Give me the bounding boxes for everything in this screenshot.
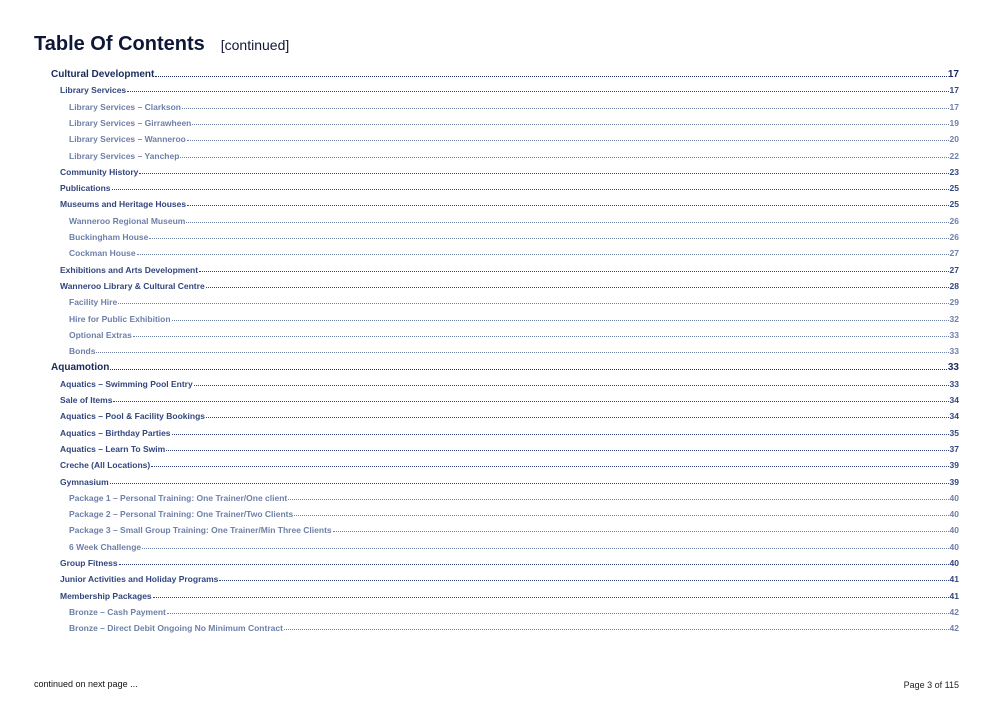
toc-entry[interactable] — [51, 69, 959, 80]
dot-leader — [186, 221, 948, 223]
toc-entry[interactable] — [60, 477, 959, 487]
dot-leader — [167, 612, 949, 614]
dot-leader — [133, 335, 949, 337]
toc-entry-page-number: 25 — [949, 183, 959, 194]
toc-entry[interactable] — [60, 428, 959, 438]
dot-leader — [199, 270, 948, 272]
dot-leader — [284, 628, 949, 630]
toc-entry-page-number: 32 — [949, 313, 959, 324]
toc-entry-page-number: 40 — [949, 558, 959, 568]
dot-leader — [110, 482, 949, 484]
toc-entry-page-number: 17 — [947, 69, 959, 80]
title-row — [34, 33, 289, 59]
toc-entry-label: Publications — [60, 183, 111, 194]
dot-leader — [149, 237, 948, 239]
toc-entry-label: Cultural Development — [51, 69, 155, 80]
toc-entry[interactable] — [60, 167, 959, 177]
toc-entry-page-number: 37 — [949, 443, 959, 454]
toc-entry[interactable] — [69, 607, 959, 617]
toc-entry[interactable] — [60, 199, 959, 209]
toc-entry[interactable] — [60, 85, 959, 95]
dot-leader — [172, 433, 949, 435]
toc-entry-label: Library Services – Wanneroo — [69, 134, 186, 145]
toc-entry-page-number: 39 — [949, 476, 959, 487]
toc-entry-label: Library Services – Girrawheen — [69, 117, 192, 128]
toc-entry[interactable] — [60, 395, 959, 405]
toc-entry-page-number: 26 — [949, 232, 959, 242]
toc-entry-label: Library Services — [60, 85, 127, 96]
toc-entry-label: Optional Extras — [69, 329, 132, 340]
toc-entry-label: Package 3 – Small Group Training: One Trainer/Min Three Clients — [69, 525, 332, 536]
toc-entry-label: Buckingham House — [69, 232, 149, 242]
toc-entry-page-number: 41 — [949, 574, 959, 585]
toc-entry-label: Facility Hire — [69, 297, 118, 308]
toc-entry-label: Package 2 – Personal Training: One Trainer/Two Clients — [69, 509, 294, 520]
toc-entry[interactable] — [69, 232, 959, 242]
toc-entry-label: Hire for Public Exhibition — [69, 313, 171, 324]
toc-entry-page-number: 23 — [949, 166, 959, 177]
toc-entry[interactable] — [60, 591, 959, 601]
toc-entry[interactable] — [69, 493, 959, 503]
toc-entry[interactable] — [60, 411, 959, 421]
toc-entry-page-number: 41 — [949, 590, 959, 601]
toc-entry-label: Library Services – Yanchep — [69, 150, 180, 161]
toc-entry[interactable] — [69, 134, 959, 144]
toc-entry[interactable] — [60, 444, 959, 454]
toc-entry[interactable] — [60, 281, 959, 291]
dot-leader — [142, 547, 948, 549]
toc-entry-page-number: 40 — [949, 492, 959, 503]
toc-entry-page-number: 28 — [949, 280, 959, 291]
toc-entry-page-number: 26 — [949, 215, 959, 226]
dot-leader — [166, 449, 948, 451]
toc-entry-page-number: 40 — [949, 509, 959, 520]
toc-entry-page-number: 20 — [949, 134, 959, 145]
toc-entry[interactable] — [51, 362, 959, 373]
toc-entry[interactable] — [69, 314, 959, 324]
toc-entry[interactable] — [60, 574, 959, 584]
toc-entry-label: Museums and Heritage Houses — [60, 199, 187, 210]
toc-entry-label: Gymnasium — [60, 476, 109, 487]
toc-entry-page-number: 33 — [947, 362, 959, 374]
toc-entry[interactable] — [60, 460, 959, 470]
toc-entry-label: Library Services – Clarkson — [69, 101, 181, 112]
toc-entry[interactable] — [60, 379, 959, 389]
dot-leader — [153, 596, 949, 598]
toc-entry-page-number: 27 — [949, 248, 959, 259]
toc-entry[interactable] — [69, 118, 959, 128]
dot-leader — [151, 465, 948, 467]
toc-entry-page-number: 27 — [949, 264, 959, 275]
toc-entry-label: Aquatics – Learn To Swim — [60, 443, 166, 454]
toc-entry-page-number: 22 — [949, 150, 959, 161]
dot-leader — [139, 172, 948, 174]
toc-entry-page-number: 40 — [949, 525, 959, 536]
toc-entry-page-number: 33 — [949, 378, 959, 389]
toc-entry[interactable] — [69, 216, 959, 226]
toc-entry[interactable] — [69, 346, 959, 356]
dot-leader — [206, 286, 949, 288]
toc-entry[interactable] — [69, 509, 959, 519]
toc-entry-label: Junior Activities and Holiday Programs — [60, 574, 219, 585]
page-indicator: Page 3 of 115 — [903, 680, 959, 690]
toc-entry[interactable] — [69, 102, 959, 112]
toc-entry[interactable] — [69, 542, 959, 552]
toc-entry-label: Wanneroo Regional Museum — [69, 215, 186, 226]
dot-leader — [180, 156, 948, 158]
dot-leader — [155, 75, 947, 77]
toc-entry-page-number: 35 — [949, 427, 959, 438]
toc-entry-label: Package 1 – Personal Training: One Trainer/One client — [69, 492, 288, 503]
toc-entry-page-number: 39 — [949, 460, 959, 471]
toc-entry-page-number: 34 — [949, 411, 959, 422]
toc-entry-label: Aquatics – Pool & Facility Bookings — [60, 411, 205, 422]
toc-entry-label: Group Fitness — [60, 558, 118, 568]
toc-entry-page-number: 42 — [949, 623, 959, 634]
dot-leader — [172, 319, 949, 321]
toc-entry[interactable] — [69, 525, 959, 535]
dot-leader — [119, 563, 949, 565]
title-continued-label: [continued] — [220, 37, 290, 53]
toc-entry-page-number: 19 — [949, 117, 959, 128]
toc-entry-page-number: 17 — [949, 85, 959, 96]
dot-leader — [187, 204, 948, 206]
dot-leader — [288, 498, 948, 500]
toc-entry-label: Creche (All Locations) — [60, 460, 151, 471]
dot-leader — [194, 384, 949, 386]
toc-entry[interactable] — [69, 248, 959, 258]
dot-leader — [112, 188, 949, 190]
toc-entry-label: Community History — [60, 166, 139, 177]
toc-entry-label: 6 Week Challenge — [69, 541, 142, 552]
toc-entry-page-number: 29 — [949, 297, 959, 308]
dot-leader — [192, 123, 948, 125]
dot-leader — [206, 416, 949, 418]
toc-entry[interactable] — [69, 297, 959, 307]
dot-leader — [294, 514, 948, 516]
toc-entry-page-number: 42 — [949, 606, 959, 617]
toc-entry[interactable] — [69, 151, 959, 161]
dot-leader — [113, 400, 948, 402]
page-title: Table Of Contents — [34, 33, 205, 55]
dot-leader — [137, 253, 949, 255]
toc-entry-label: Bonds — [69, 346, 96, 357]
dot-leader — [127, 90, 948, 92]
dot-leader — [96, 351, 948, 353]
toc-entry-label: Membership Packages — [60, 590, 152, 601]
toc-entry-label: Bronze – Direct Debit Ongoing No Minimum Contract — [69, 623, 283, 634]
toc-entry-label: Aquamotion — [51, 362, 110, 374]
continued-note: continued on next page ... — [34, 679, 138, 689]
toc-entry-label: Bronze – Cash Payment — [69, 606, 166, 617]
toc-entry[interactable] — [60, 265, 959, 275]
toc-entry-label: Sale of Items — [60, 395, 113, 405]
toc-entry-page-number: 33 — [949, 346, 959, 357]
dot-leader — [333, 530, 949, 532]
toc-entry[interactable] — [60, 558, 959, 568]
dot-leader — [187, 139, 949, 141]
toc-entry-label: Cockman House — [69, 248, 136, 259]
dot-leader — [219, 579, 948, 581]
toc-entry-page-number: 33 — [949, 329, 959, 340]
toc-entry-label: Wanneroo Library & Cultural Centre — [60, 280, 205, 291]
dot-leader — [182, 107, 949, 109]
toc-entry-label: Exhibitions and Arts Development — [60, 264, 199, 275]
toc-entry-page-number: 40 — [949, 541, 959, 552]
toc-entry[interactable] — [69, 330, 959, 340]
dot-leader — [118, 302, 948, 304]
toc-entry[interactable] — [60, 183, 959, 193]
toc-entry-page-number: 25 — [949, 199, 959, 210]
toc-entry-label: Aquatics – Birthday Parties — [60, 427, 171, 438]
toc-entry-page-number: 34 — [949, 395, 959, 405]
toc-entry-label: Aquatics – Swimming Pool Entry — [60, 378, 193, 389]
toc-entry-page-number: 17 — [949, 101, 959, 112]
dot-leader — [110, 368, 947, 370]
toc-entry[interactable] — [69, 623, 959, 633]
